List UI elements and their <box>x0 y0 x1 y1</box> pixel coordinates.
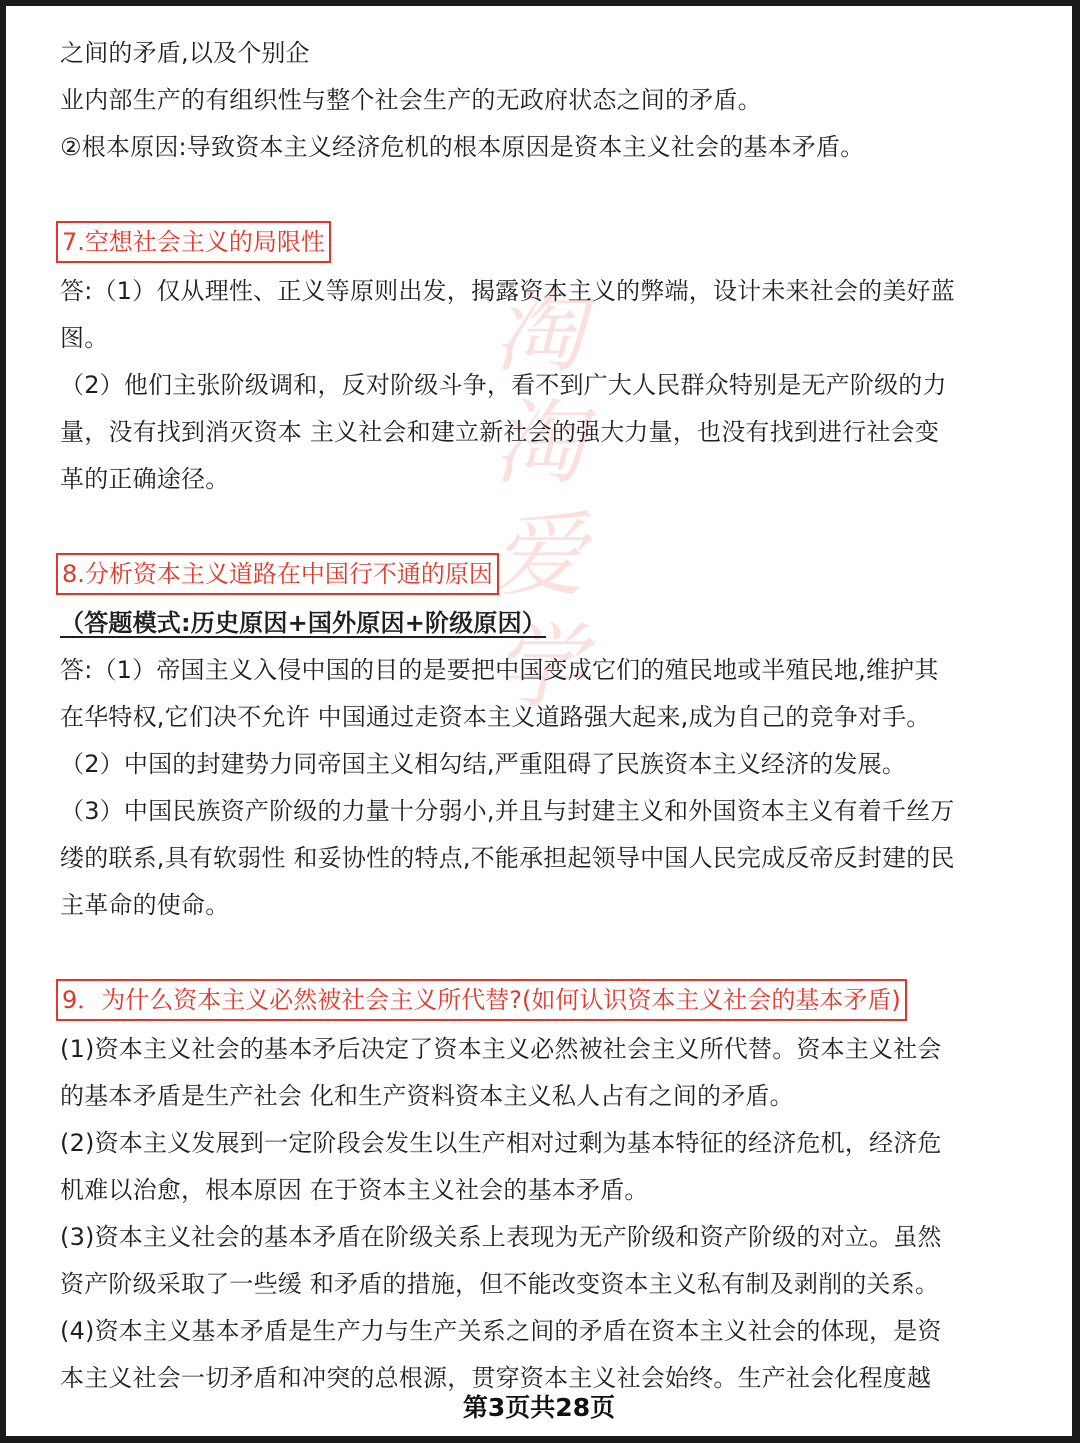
text-line: 革的正确途径。 <box>60 465 230 493</box>
document-page <box>6 6 1072 1436</box>
question-9-section <box>60 975 1035 1402</box>
text-line: （3）中国民族资产阶级的力量十分弱小,并且与封建主义和外国资本主义有着千丝万 <box>60 797 955 825</box>
intro-section <box>60 30 1035 171</box>
page-number: 第3页共28页 <box>462 1393 616 1422</box>
text-line: 之间的矛盾,以及个别企 <box>60 39 310 67</box>
text-line: 的基本矛盾是生产社会 化和生产资料资本主义私人占有之间的矛盾。 <box>60 1082 794 1110</box>
question-7-section <box>60 217 1035 503</box>
page-content <box>60 30 1035 1402</box>
question-9-heading: 9．为什么资本主义必然被社会主义所代替?(如何认识资本主义社会的基本矛盾) <box>56 979 907 1021</box>
text-line: 业内部生产的有组织性与整个社会生产的无政府状态之间的矛盾。 <box>60 86 762 114</box>
text-line: 主革命的使命。 <box>60 891 230 919</box>
text-line: 机难以治愈，根本原因 在于资本主义社会的基本矛盾。 <box>60 1176 649 1204</box>
text-line: (1)资本主义社会的基本矛后决定了资本主义必然被社会主义所代替。资本主义社会 <box>60 1035 942 1063</box>
text-line: 答:（1）帝国主义入侵中国的目的是要把中国变成它们的殖民地或半殖民地,维护其 <box>60 656 939 684</box>
text-line: （2）他们主张阶级调和，反对阶级斗争，看不到广大人民群众特别是无产阶级的力 <box>60 371 947 399</box>
question-8-heading: 8.分析资本主义道路在中国行不通的原因 <box>56 553 499 595</box>
text-line: (3)资本主义社会的基本矛盾在阶级关系上表现为无产阶级和资产阶级的对立。虽然 <box>60 1223 942 1251</box>
question-7-heading: 7.空想社会主义的局限性 <box>56 221 331 263</box>
text-line: 答:（1）仅从理性、正义等原则出发，揭露资本主义的弊端，设计未来社会的美好蓝 <box>60 277 955 305</box>
question-8-section <box>60 549 1035 929</box>
text-line: 在华特权,它们决不允许 中国通过走资本主义道路强大起来,成为自己的竞争对手。 <box>60 703 931 731</box>
watermark: 淘淘爱学 <box>492 278 585 721</box>
text-line: (2)资本主义发展到一定阶段会发生以生产相对过剩为基本特征的经济危机，经济危 <box>60 1129 942 1157</box>
text-line: 缕的联系,具有软弱性 和妥协性的特点,不能承担起领导中国人民完成反帝反封建的民 <box>60 844 955 872</box>
answer-mode-note: （答题模式:历史原因+国外原因+阶级原因） <box>60 609 547 637</box>
text-line: 图。 <box>60 324 109 352</box>
text-line: (4)资本主义基本矛盾是生产力与生产关系之间的矛盾在资本主义社会的体现，是资 <box>60 1317 942 1345</box>
text-line: （2）中国的封建势力同帝国主义相勾结,严重阻碍了民族资本主义经济的发展。 <box>60 750 907 778</box>
text-line: ②根本原因:导致资本主义经济危机的根本原因是资本主义社会的基本矛盾。 <box>60 133 865 161</box>
text-line: 量，没有找到消灭资本 主义社会和建立新社会的强大力量，也没有找到进行社会变 <box>60 418 940 446</box>
text-line: 资产阶级采取了一些缓 和矛盾的措施，但不能改变资本主义私有制及剥削的关系。 <box>60 1270 940 1298</box>
text-line: 本主义社会一切矛盾和冲突的总根源，贯穿资本主义社会始终。生产社会化程度越 <box>60 1364 932 1392</box>
